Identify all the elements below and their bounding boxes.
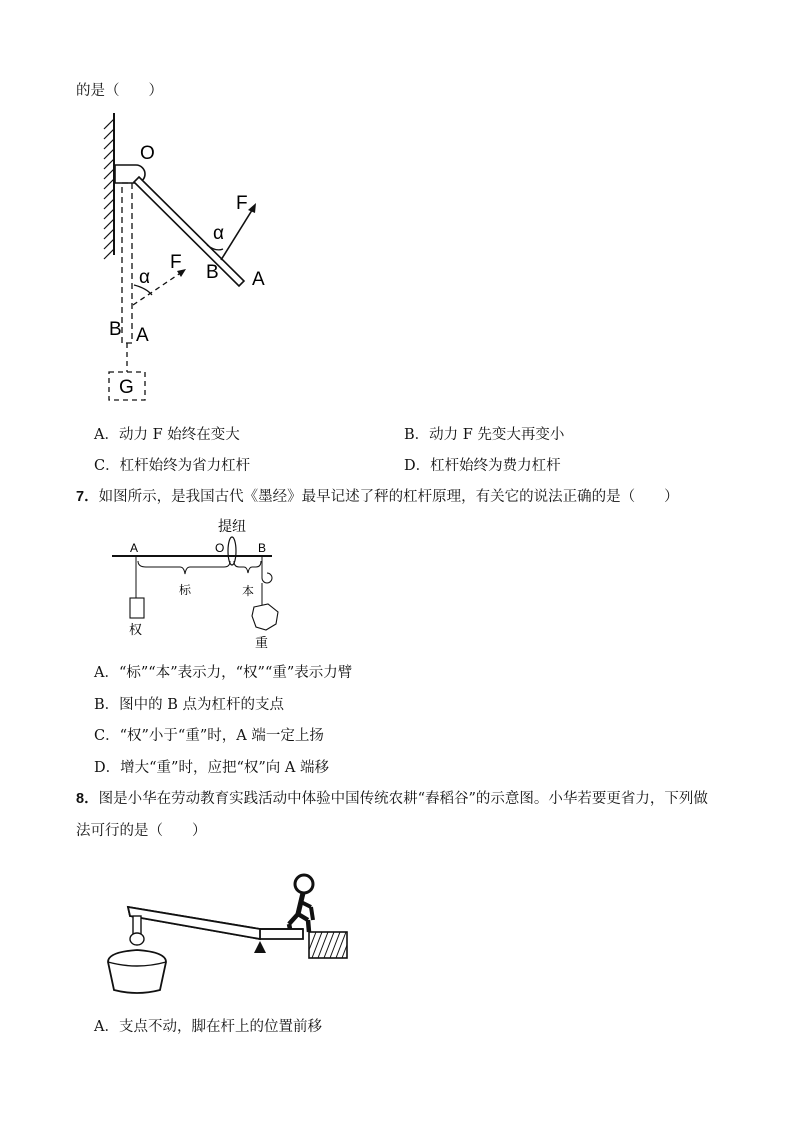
q6-option-c: C．杠杆始终为省力杠杆	[94, 458, 251, 474]
q7-label-O: O	[215, 541, 225, 555]
q7-label-B: B	[258, 541, 267, 555]
q7-label-zhong: 重	[255, 636, 269, 651]
q6-label-G: G	[119, 377, 134, 398]
q8-stem-line1	[76, 790, 708, 808]
q8-stem-line2: 法可行的是（ ）	[76, 823, 207, 839]
q7-label-quan: 权	[129, 623, 143, 638]
q7-stem-text: 如图所示，是我国古代《墨经》最早记述了秤的杠杆原理，有关它的说法正确的是（ ）	[98, 489, 679, 505]
q6-lever-figure	[96, 105, 286, 435]
q6-label-O: O	[140, 143, 155, 164]
q6-label-B-dashed: B	[109, 319, 122, 340]
q8-stem-text: 图是小华在劳动教育实践活动中体验中国传统农耕“舂稻谷”的示意图。小华若要更省力，下列做	[98, 791, 708, 807]
q7-option-c: C．“权”小于“重”时，A 端一定上扬	[94, 728, 324, 744]
q7-number: 7．	[76, 489, 99, 505]
q6-label-alpha-solid: α	[213, 223, 224, 244]
q7-steelyard-figure	[108, 514, 288, 654]
q7-option-d: D．增大“重”时，应把“权”向 A 端移	[94, 760, 329, 776]
q8-rice-pounding-figure	[100, 862, 360, 1012]
q6-label-F-dashed: F	[170, 252, 182, 273]
q7-option-a: A．“标”“本”表示力，“权”“重”表示力臂	[94, 665, 353, 681]
q7-option-b: B．图中的 B 点为杠杆的支点	[94, 697, 285, 713]
q7-label-ben: 本	[242, 584, 255, 598]
q6-label-F-solid: F	[236, 193, 248, 214]
q6-stem-tail: 的是（ ）	[76, 83, 163, 99]
q6-option-b: B．动力 F 先变大再变小	[404, 427, 565, 443]
q6-option-a: A．动力 F 始终在变大	[94, 427, 240, 443]
q8-number: 8．	[76, 791, 99, 807]
q8-option-a: A．支点不动，脚在杆上的位置前移	[94, 1019, 322, 1035]
q7-label-tiniu: 提纽	[218, 519, 246, 535]
q6-label-alpha-dashed: α	[139, 267, 150, 288]
q7-stem	[76, 488, 679, 506]
q7-label-A: A	[130, 541, 139, 555]
q6-label-A-dashed: A	[136, 325, 149, 346]
q6-option-d: D．杠杆始终为费力杠杆	[404, 458, 561, 474]
q6-label-B-solid: B	[206, 262, 219, 283]
q6-label-A-solid: A	[252, 269, 265, 290]
q7-label-biao: 标	[179, 583, 192, 597]
